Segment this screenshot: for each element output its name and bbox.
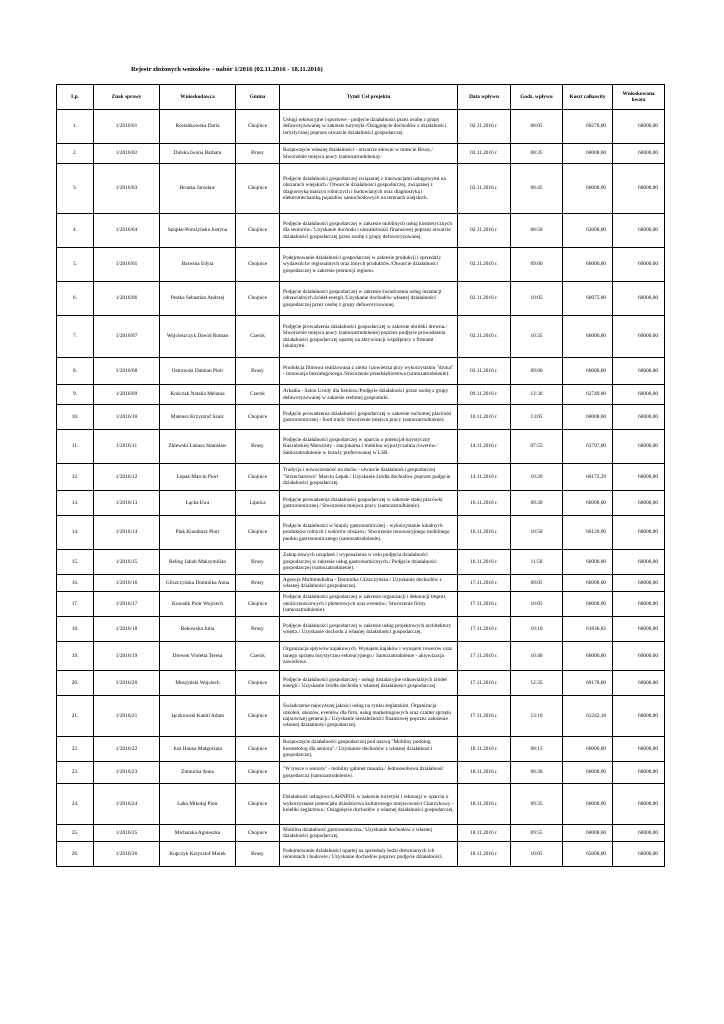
- cell-wnioskodawca: Wojcieszczyk Dawid Roman: [160, 316, 236, 358]
- cell-wnioskowana-kwota: 60000,00: [613, 737, 665, 762]
- cell-wnioskowana-kwota: 60000,00: [613, 784, 665, 825]
- cell-data-wplywu: 16.11.2016 r.: [458, 550, 511, 575]
- cell-godz-wplywu: 08:15: [511, 737, 563, 762]
- cell-znak-sprawy: 1/2016/25: [94, 825, 160, 842]
- cell-gmina: Chojnice: [236, 737, 280, 762]
- cell-data-wplywu: 14.11.2016 r.: [458, 464, 511, 491]
- cell-wnioskowana-kwota: 60000,00: [613, 385, 665, 405]
- cell-wnioskowana-kwota: 60000,00: [613, 316, 665, 358]
- cell-wnioskodawca: Jączkowski Kamil Adam: [160, 696, 236, 737]
- cell-data-wplywu: 17.11.2016 r.: [458, 592, 511, 617]
- cell-znak-sprawy: 1/2016/20: [94, 671, 160, 696]
- cell-wnioskodawca: Lepak Marcin Piort: [160, 464, 236, 491]
- cell-wnioskodawca: Rekowska Julia: [160, 617, 236, 642]
- cell-gmina: Chojnice: [236, 405, 280, 430]
- cell-koszt-calkowity: 60000,00: [563, 784, 613, 825]
- cell-gmina: Chojnice: [236, 214, 280, 248]
- cell-wnioskowana-kwota: 60000,00: [613, 642, 665, 671]
- page-title: Rejestr złożonych wniosków - nabór 1/2016 (02.11.2016 - 18.11.2016): [131, 66, 323, 73]
- table-row: [57, 144, 665, 164]
- table-row: [57, 825, 665, 842]
- cell-godz-wplywu: 13:10: [511, 696, 563, 737]
- cell-wnioskodawca: Rostankowska Daria: [160, 110, 236, 144]
- cell-znak-sprawy: 1/2016/06: [94, 282, 160, 316]
- table-row: [57, 214, 665, 248]
- cell-lp: 11.: [57, 430, 94, 464]
- cell-data-wplywu: 18.11.2016 r.: [458, 762, 511, 784]
- table-row: [57, 550, 665, 575]
- column-header-lp: Lp.: [57, 85, 94, 110]
- cell-godz-wplywu: 10:50: [511, 516, 563, 550]
- cell-wnioskowana-kwota: 60000,00: [613, 358, 665, 385]
- cell-lp: 20.: [57, 671, 94, 696]
- cell-lp: 16.: [57, 575, 94, 592]
- cell-wnioskodawca: Zimnicka Anna: [160, 762, 236, 784]
- cell-godz-wplywu: 09:55: [511, 825, 563, 842]
- cell-tytul: Podjęcie działalności gospodarczej w zakresie świadczenia usług instalacji odnawialnych źródeł energii./Uzyskanie dochodów własnej działalności gospodarczej przez osobę z grupy defaworyzowanej.: [280, 282, 458, 316]
- cell-godz-wplywu: 10:05: [511, 282, 563, 316]
- cell-gmina: Chojnice: [236, 248, 280, 282]
- table-row: [57, 358, 665, 385]
- cell-wnioskodawca: Drewek Violetta Teresa: [160, 642, 236, 671]
- cell-godz-wplywu: 09:35: [511, 784, 563, 825]
- cell-znak-sprawy: 1/2016/17: [94, 592, 160, 617]
- cell-koszt-calkowity: 60000,00: [563, 164, 613, 214]
- column-header-wnioskodawca: Wnioskodawca: [160, 85, 236, 110]
- cell-gmina: Brusy: [236, 358, 280, 385]
- cell-lp: 2.: [57, 144, 94, 164]
- cell-znak-sprawy: 1/2016/08: [94, 358, 160, 385]
- cell-wnioskowana-kwota: 60000,00: [613, 430, 665, 464]
- applications-table: [56, 84, 665, 867]
- cell-koszt-calkowity: 61242,18: [563, 696, 613, 737]
- cell-lp: 14.: [57, 516, 94, 550]
- cell-wnioskowana-kwota: 60000,00: [613, 248, 665, 282]
- cell-gmina: Brusy: [236, 430, 280, 464]
- table-row: [57, 784, 665, 825]
- cell-gmina: Brusy: [236, 575, 280, 592]
- cell-znak-sprawy: 1/2016/09: [94, 385, 160, 405]
- cell-gmina: Chojnice: [236, 762, 280, 784]
- cell-znak-sprawy: 1/2016/21: [94, 696, 160, 737]
- cell-data-wplywu: 02.11.2016 r.: [458, 282, 511, 316]
- cell-data-wplywu: 18.11.2016 r.: [458, 825, 511, 842]
- cell-znak-sprawy: 1/2016/03: [94, 164, 160, 214]
- cell-wnioskodawca: Zblewski Łukasz Stanisław: [160, 430, 236, 464]
- cell-data-wplywu: 03.11.2016 r.: [458, 358, 511, 385]
- cell-lp: 7.: [57, 316, 94, 358]
- cell-tytul: Podjęcie prowadzenia działalności gospodarczej w zakresie ruchomej placówki gastronomicznej - food track/ Stworzenie miejsca pracy (samozatrudnienie).: [280, 405, 458, 430]
- cell-tytul: Produkcja filmowa realizowana z ziemi i powietrza przy wykorzystaniu "drona" - innowacja bezzałogowego./Stworzenie przedsiębiorstwa (samozatrudnienie).: [280, 358, 458, 385]
- cell-data-wplywu: 17.11.2016 r.: [458, 617, 511, 642]
- cell-godz-wplywu: 10:20: [511, 464, 563, 491]
- cell-koszt-calkowity: 60000,00: [563, 358, 613, 385]
- cell-data-wplywu: 18.11.2016 r.: [458, 784, 511, 825]
- table-row: [57, 842, 665, 867]
- cell-gmina: Chojnice: [236, 110, 280, 144]
- cell-koszt-calkowity: 60000,00: [563, 248, 613, 282]
- column-header-godz-wplywu: Godz. wpływu: [511, 85, 563, 110]
- cell-tytul: Mobilna działalność gastronomiczna./ Uzyskanie dochodów z własnej działalności gospodarczej.: [280, 825, 458, 842]
- cell-data-wplywu: 17.11.2016 r.: [458, 642, 511, 671]
- cell-znak-sprawy: 1/2016/04: [94, 214, 160, 248]
- cell-godz-wplywu: 09:30: [511, 491, 563, 516]
- cell-data-wplywu: 14.11.2016 r.: [458, 430, 511, 464]
- cell-godz-wplywu: 10:35: [511, 316, 563, 358]
- cell-koszt-calkowity: 60270,00: [563, 110, 613, 144]
- cell-gmina: Chojnice: [236, 464, 280, 491]
- cell-znak-sprawy: 1/2016/19: [94, 642, 160, 671]
- cell-tytul: Podjęcie działalności gospodarczej w zakresie organizacji i dekoracji imprez okolicznościowych i plenerowych oraz eventów./ Stworzenie firmy (samozatrudnienie).: [280, 592, 458, 617]
- cell-wnioskodawca: Lahn Mikołaj Piotr: [160, 784, 236, 825]
- table-row: [57, 405, 665, 430]
- cell-lp: 25.: [57, 825, 94, 842]
- cell-wnioskowana-kwota: 60000,00: [613, 405, 665, 430]
- cell-lp: 24.: [57, 784, 94, 825]
- cell-godz-wplywu: 08:30: [511, 762, 563, 784]
- cell-lp: 9.: [57, 385, 94, 405]
- cell-lp: 26.: [57, 842, 94, 867]
- cell-koszt-calkowity: 60075,00: [563, 282, 613, 316]
- cell-koszt-calkowity: 65000,00: [563, 842, 613, 867]
- cell-gmina: Chojnice: [236, 696, 280, 737]
- cell-gmina: Brusy: [236, 617, 280, 642]
- cell-gmina: Brusy: [236, 144, 280, 164]
- cell-wnioskodawca: Brunka Jarosław: [160, 164, 236, 214]
- cell-tytul: Rozpoczęcie własnej działalności - otwarcie siłowni w mieście Brusy./ Stworzenie miejsca pracy (samozatrudnienia).: [280, 144, 458, 164]
- cell-data-wplywu: 18.11.2016 r.: [458, 737, 511, 762]
- cell-wnioskowana-kwota: 60000,00: [613, 491, 665, 516]
- cell-wnioskowana-kwota: 60000,00: [613, 164, 665, 214]
- cell-lp: 22.: [57, 737, 94, 762]
- cell-znak-sprawy: 1/2016/07: [94, 316, 160, 358]
- table-row: [57, 316, 665, 358]
- cell-gmina: Brusy: [236, 842, 280, 867]
- cell-lp: 5.: [57, 248, 94, 282]
- cell-wnioskodawca: Gliszczyńska Dominika Anna: [160, 575, 236, 592]
- table-row: [57, 516, 665, 550]
- cell-wnioskodawca: Beling Jakub Maksymilian: [160, 550, 236, 575]
- table-row: [57, 642, 665, 671]
- table-row: [57, 617, 665, 642]
- cell-lp: 1.: [57, 110, 94, 144]
- cell-lp: 4.: [57, 214, 94, 248]
- cell-lp: 18.: [57, 617, 94, 642]
- cell-lp: 19.: [57, 642, 94, 671]
- cell-godz-wplywu: 09:05: [511, 575, 563, 592]
- cell-znak-sprawy: 1/2016/01: [94, 110, 160, 144]
- table-row: [57, 575, 665, 592]
- cell-tytul: Agencja Multimedialna - Dominika Gliszczyńska./ Uzyskanie dochodów z własnej działalności gospodarczej.: [280, 575, 458, 592]
- table-row: [57, 430, 665, 464]
- cell-wnioskodawca: Muszyński Wojciech: [160, 671, 236, 696]
- cell-godz-wplywu: 12:30: [511, 385, 563, 405]
- cell-znak-sprawy: 1/2016/16: [94, 575, 160, 592]
- cell-koszt-calkowity: 60000,00: [563, 642, 613, 671]
- cell-lp: 12.: [57, 464, 94, 491]
- cell-data-wplywu: 02.11.2016 r.: [458, 316, 511, 358]
- cell-koszt-calkowity: 60000,00: [563, 550, 613, 575]
- cell-gmina: Chojnice: [236, 825, 280, 842]
- cell-tytul: Arkadia - Salon Urody dla Seniora./Podjęcie działalności przez osobę z grupy defaworyzowanej w zakresie srebrnej gospodarki.: [280, 385, 458, 405]
- cell-tytul: Podjęcie działalności gospodarczej w oparciu o potencjał turystyczny Kaszubskiej Marszruty - stacjonarna i mobilna wypożyczalnia rowerów./ Samozatrudnienie w branży preferowanej w LSR.: [280, 430, 458, 464]
- cell-godz-wplywu: 12:35: [511, 671, 563, 696]
- cell-tytul: Tradycja i nowoczesność na dachu - otwarcie działalności gospodarczej "Strzecharstwo" Marcin Lepak./ Uzyskanie źródła dochodów poprzez podjęcie działalności gospodarczej.: [280, 464, 458, 491]
- cell-koszt-calkowity: 60000,00: [563, 491, 613, 516]
- cell-znak-sprawy: 1/2016/05: [94, 248, 160, 282]
- cell-znak-sprawy: 1/2016/22: [94, 737, 160, 762]
- cell-koszt-calkowity: 60120,00: [563, 516, 613, 550]
- cell-tytul: Podejmowanie działalności gospodarczej w zakresie produkcji i sprzedaży wydawnictw regionalnych oraz innych produktów./Otwarcie działalności gospodarczej w zakresie promocji regionu.: [280, 248, 458, 282]
- table-row: [57, 737, 665, 762]
- cell-tytul: Zakup nowych urządzeń i wyposażenia w celu podjęcia działalności gospodarczej w zakresie usług gastronomicznych./ Podjęcie działalności gospodarczej (samozatrudnienie).: [280, 550, 458, 575]
- table-row: [57, 164, 665, 214]
- cell-data-wplywu: 02.11.2016 r.: [458, 144, 511, 164]
- cell-godz-wplywu: 10:05: [511, 592, 563, 617]
- cell-koszt-calkowity: 60172,29: [563, 464, 613, 491]
- cell-tytul: "W trosce o seniora" - mobilny gabinet masażu./ Jednoosobowa działalność gospodarcza (samozatrudnienie).: [280, 762, 458, 784]
- cell-data-wplywu: 17.11.2016 r.: [458, 575, 511, 592]
- cell-gmina: Czersk: [236, 385, 280, 405]
- cell-data-wplywu: 02.11.2016 r.: [458, 110, 511, 144]
- table-row: [57, 491, 665, 516]
- cell-znak-sprawy: 1/2016/24: [94, 784, 160, 825]
- cell-znak-sprawy: 1/2016/14: [94, 516, 160, 550]
- cell-wnioskowana-kwota: 60000,00: [613, 575, 665, 592]
- cell-tytul: Podejmowanie działalności opartej na sprzedaży łodzi drewnianych ich remontach i budowie./ Uzyskanie dochodów poprzez podjęcie działalności.: [280, 842, 458, 867]
- cell-wnioskowana-kwota: 60000,00: [613, 110, 665, 144]
- cell-wnioskowana-kwota: 60000,00: [613, 696, 665, 737]
- cell-koszt-calkowity: 60000,00: [563, 825, 613, 842]
- cell-wnioskowana-kwota: 60000,00: [613, 617, 665, 642]
- cell-lp: 8.: [57, 358, 94, 385]
- cell-wnioskodawca: Szupke-Porożyńska Justyna: [160, 214, 236, 248]
- cell-koszt-calkowity: 62000,00: [563, 214, 613, 248]
- cell-tytul: Świadczenie najwyższej jakości usług na rynku żeglarskim. Organizacja szkoleń, obozów, eventów dla firm, usług marketingowych oraz czarter sprzętu najnowszej generacji./ Uzyskanie niezależności finansowej poprzez założenie własnej działalności gospodarczej.: [280, 696, 458, 737]
- cell-wnioskodawca: Kupczyk Krzysztof Marek: [160, 842, 236, 867]
- cell-wnioskowana-kwota: 60000,00: [613, 464, 665, 491]
- cell-gmina: Chojnice: [236, 164, 280, 214]
- cell-tytul: Organizacja spływów kajakowych. Wynajem kajaków i wynajem rowerów oraz innego sprzętu turystyczno-rekreacyjnego./ Samozatrudnienie - aktywizacja zawodowa.: [280, 642, 458, 671]
- cell-koszt-calkowity: 62749,00: [563, 385, 613, 405]
- cell-wnioskowana-kwota: 60000,00: [613, 842, 665, 867]
- cell-godz-wplywu: 09:00: [511, 358, 563, 385]
- column-header-wnioskowana-kwota: Wnioskowana kwota: [613, 85, 665, 110]
- cell-wnioskowana-kwota: 60000,00: [613, 282, 665, 316]
- cell-wnioskodawca: Plak Klaudiusz Piotr: [160, 516, 236, 550]
- table-row: [57, 671, 665, 696]
- cell-data-wplywu: 17.11.2016 r.: [458, 696, 511, 737]
- cell-gmina: Chojnice: [236, 516, 280, 550]
- cell-znak-sprawy: 1/2016/11: [94, 430, 160, 464]
- cell-wnioskowana-kwota: 60000,00: [613, 825, 665, 842]
- cell-tytul: Usługi rekreacyjne i sportowe - podjęcie działalności przez osobę z grupy defaworyzowanej w zakresie turystyki./Osiągnięcie dochodów z działalności turystycznej poprzez otwarcie działalności gospodarczej.: [280, 110, 458, 144]
- cell-godz-wplywu: 08:35: [511, 144, 563, 164]
- cell-data-wplywu: 17.11.2016 r.: [458, 671, 511, 696]
- cell-lp: 17.: [57, 592, 94, 617]
- cell-znak-sprawy: 1/2016/02: [94, 144, 160, 164]
- table-header-row: [57, 85, 665, 110]
- cell-gmina: Chojnice: [236, 592, 280, 617]
- cell-gmina: Czersk: [236, 316, 280, 358]
- table-row: [57, 282, 665, 316]
- cell-lp: 3.: [57, 164, 94, 214]
- cell-tytul: Podjęcie działalności gospodarczej w zakresie mobilnych usług kosmetycznych dla seniorów./ Uzyskanie dochodu i niezależności finansowej poprzez otwarcie działalności gospodarczej przez osobę z grupy defaworyzowanej.: [280, 214, 458, 248]
- cell-tytul: Podjęcie prowadzenia działalności gospodarczej w zakresie stałej placówki gastronomicznej./ Stworzenie miejsca pracy (samozatrudnienie).: [280, 491, 458, 516]
- cell-wnioskodawca: Just Hanna Małgorzata: [160, 737, 236, 762]
- cell-godz-wplywu: 10:05: [511, 842, 563, 867]
- cell-znak-sprawy: 1/2016/26: [94, 842, 160, 867]
- cell-tytul: Podjęcie działalności gospodarczej - usługi instalacyjne odnawialnych źródeł energii./ Uzyskanie źródła dochodu z własnej działalności gospodarczej.: [280, 671, 458, 696]
- column-header-koszt-calkowity: Koszt całkowity: [563, 85, 613, 110]
- cell-koszt-calkowity: 61836,02: [563, 617, 613, 642]
- cell-wnioskodawca: Dulska Iwona Barbara: [160, 144, 236, 164]
- cell-gmina: Czersk: [236, 642, 280, 671]
- cell-koszt-calkowity: 60178,00: [563, 671, 613, 696]
- cell-wnioskodawca: Mateusz Krzysztof Szulc: [160, 405, 236, 430]
- cell-znak-sprawy: 1/2016/13: [94, 491, 160, 516]
- cell-tytul: Podjęcie działalności w branży gastronomicznej - wykorzystanie lokalnych produktów rolnych i walorów obszaru./ Stworzenie innowacyjnego mobilnego punktu gastronomicznego (samozatrudnienie).: [280, 516, 458, 550]
- cell-lp: 21.: [57, 696, 94, 737]
- cell-data-wplywu: 02.11.2016 r.: [458, 248, 511, 282]
- cell-tytul: Rozpoczęcie działalności gospodarczej pod nazwą "Mobilny podolog kosmetolog dla seniora"./ Uzyskanie dochodów z własnej działalności gospodarczej.: [280, 737, 458, 762]
- cell-godz-wplywu: 09:00: [511, 248, 563, 282]
- cell-lp: 6.: [57, 282, 94, 316]
- cell-data-wplywu: 18.11.2016 r.: [458, 842, 511, 867]
- cell-data-wplywu: 16.11.2016 r.: [458, 491, 511, 516]
- cell-wnioskodawca: Kończak Natalia Melania: [160, 385, 236, 405]
- cell-gmina: Brusy: [236, 550, 280, 575]
- cell-godz-wplywu: 08:50: [511, 214, 563, 248]
- table-row: [57, 248, 665, 282]
- cell-wnioskowana-kwota: 60000,00: [613, 516, 665, 550]
- cell-znak-sprawy: 1/2016/12: [94, 464, 160, 491]
- cell-wnioskodawca: Michalska Agnieszka: [160, 825, 236, 842]
- table-row: [57, 110, 665, 144]
- cell-gmina: Chojnice: [236, 671, 280, 696]
- cell-godz-wplywu: 13:05: [511, 405, 563, 430]
- cell-koszt-calkowity: 60000,00: [563, 144, 613, 164]
- cell-znak-sprawy: 1/2016/10: [94, 405, 160, 430]
- cell-lp: 13.: [57, 491, 94, 516]
- cell-lp: 23.: [57, 762, 94, 784]
- cell-znak-sprawy: 1/2016/18: [94, 617, 160, 642]
- cell-lp: 15.: [57, 550, 94, 575]
- cell-wnioskowana-kwota: 60000,00: [613, 671, 665, 696]
- cell-lp: 10.: [57, 405, 94, 430]
- cell-koszt-calkowity: 60000,00: [563, 575, 613, 592]
- cell-koszt-calkowity: 60000,00: [563, 592, 613, 617]
- cell-godz-wplywu: 10:10: [511, 617, 563, 642]
- cell-wnioskowana-kwota: 60000,00: [613, 550, 665, 575]
- cell-godz-wplywu: 11:50: [511, 550, 563, 575]
- cell-tytul: Podjęcie działalności gospodarczej związanej z innowacjami usługowymi na obszarach wiejskich./ Otwarcie działalności gospodarczej, związanej z diagnostyką maszyn rolniczych i budowlanych oraz diagnostyką i elektromechaniką pojazdów samochodowych na terenach wiejskich.: [280, 164, 458, 214]
- cell-godz-wplywu: 08:45: [511, 164, 563, 214]
- cell-wnioskowana-kwota: 60000,00: [613, 144, 665, 164]
- cell-data-wplywu: 02.11.2016 r.: [458, 164, 511, 214]
- cell-wnioskowana-kwota: 60000,00: [613, 762, 665, 784]
- cell-wnioskowana-kwota: 60000,00: [613, 592, 665, 617]
- cell-koszt-calkowity: 66000,00: [563, 316, 613, 358]
- cell-godz-wplywu: 10:40: [511, 642, 563, 671]
- column-header-gmina: Gmina: [236, 85, 280, 110]
- cell-data-wplywu: 02.11.2016 r.: [458, 214, 511, 248]
- cell-godz-wplywu: 07:55: [511, 430, 563, 464]
- cell-data-wplywu: 10.11.2016 r.: [458, 405, 511, 430]
- cell-znak-sprawy: 1/2016/15: [94, 550, 160, 575]
- column-header-tytul: Tytuł/ Cel projektu: [280, 85, 458, 110]
- cell-wnioskodawca: Ostrowski Damian Piotr: [160, 358, 236, 385]
- cell-wnioskodawca: Łącka Ewa: [160, 491, 236, 516]
- cell-gmina: Lipnica: [236, 491, 280, 516]
- cell-tytul: Podjęcie prowadzenia działalności gospodarczej w zakresie obróbki drewna./ Stworzenie miejsca pracy (samozatrudnienie) poprzez podjęcie prowadzenia działalności gospodarczej opartej na aktywizacji współpracy z firmami lokalnymi.: [280, 316, 458, 358]
- cell-wnioskodawca: Pestka Sebastian Andrzej: [160, 282, 236, 316]
- table-row: [57, 464, 665, 491]
- column-header-data-wplywu: Data wpływu: [458, 85, 511, 110]
- table-row: [57, 385, 665, 405]
- cell-koszt-calkowity: 60000,00: [563, 737, 613, 762]
- table-row: [57, 696, 665, 737]
- cell-wnioskodawca: Barwina Edyta: [160, 248, 236, 282]
- cell-koszt-calkowity: 60000,00: [563, 405, 613, 430]
- cell-znak-sprawy: 1/2016/23: [94, 762, 160, 784]
- cell-godz-wplywu: 08:05: [511, 110, 563, 144]
- cell-gmina: Chojnice: [236, 282, 280, 316]
- cell-gmina: Chojnice: [236, 784, 280, 825]
- cell-data-wplywu: 09.11.2016 r.: [458, 385, 511, 405]
- cell-wnioskowana-kwota: 60000,00: [613, 214, 665, 248]
- table-row: [57, 762, 665, 784]
- cell-tytul: Działalność usługowa LAHNPOL w zakresie turystyki i rekreacji w oparciu o wykorzystanie potencjału dziedzictwa kulturowego miejscowości Charzykowy - kolebki żeglarstwa./ Osiągnięcie dochodów z własnej działalności gospodarczej.: [280, 784, 458, 825]
- cell-koszt-calkowity: 60000,00: [563, 762, 613, 784]
- column-header-znak-sprawy: Znak sprawy: [94, 85, 160, 110]
- cell-tytul: Podjęcie działalności gospodarczej w zakresie usług projektowych architektury wnętrz./ Uzyskanie dochodu z własnej działalności gospodarczej.: [280, 617, 458, 642]
- cell-wnioskodawca: Kowalik Piotr Wojciech: [160, 592, 236, 617]
- cell-koszt-calkowity: 63797,00: [563, 430, 613, 464]
- table-row: [57, 592, 665, 617]
- cell-data-wplywu: 16.11.2016 r.: [458, 516, 511, 550]
